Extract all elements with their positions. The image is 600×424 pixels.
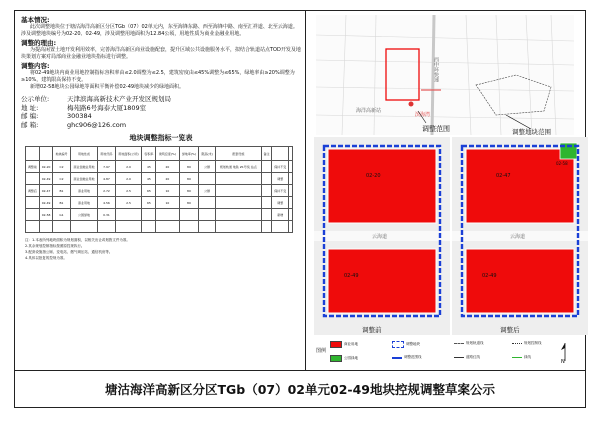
table-cell: 调整 — [272, 197, 289, 209]
table-cell: 02-49 — [39, 197, 53, 209]
map-road-label: 西中环快速 — [433, 57, 439, 82]
table-cell — [199, 209, 216, 221]
before-panel — [314, 137, 450, 335]
legend-item: 调整地块 — [406, 342, 420, 346]
legend-item: 绿线 — [524, 355, 531, 359]
before-tag-1: 02-20 — [366, 173, 381, 179]
table-cell — [39, 221, 53, 233]
table-cell — [70, 221, 98, 233]
table-body — [26, 161, 293, 233]
table-cell — [289, 185, 293, 197]
th: 用地性质 — [70, 147, 98, 161]
table-cell: 45 — [142, 173, 156, 185]
table-cell: 80 — [179, 185, 199, 197]
content-text-1: 将02-49地块内商业用地控制指标容积率由≤2.0调整为≤2.5，建筑密度由≤45%调整为≤65%，绿地率由≥20%调整为≥10%，建筑限高保持不变。 — [21, 70, 295, 83]
table-cell: 2.5 — [115, 185, 142, 197]
table-cell: 02-58 — [39, 209, 53, 221]
table-row — [26, 185, 293, 197]
table-cell: 0.31 — [98, 209, 115, 221]
legend-item: 规划控制线 — [524, 341, 542, 345]
publisher-addr-label: 地 址: — [21, 103, 39, 112]
before-block-49 — [328, 249, 436, 313]
table-cell — [199, 173, 216, 185]
table-notes — [25, 237, 301, 261]
legend-swatch-rail — [454, 343, 464, 344]
map-column — [306, 11, 586, 370]
station-marker-icon — [409, 102, 414, 107]
note-4: 4.具体以批复的控规为准。 — [25, 256, 67, 260]
table-cell: 商业金融业用地 — [70, 173, 98, 185]
publisher-zip-label: 邮 编: — [21, 112, 39, 120]
th — [272, 147, 289, 161]
table-cell — [142, 209, 156, 221]
table-cell: 4.87 — [98, 173, 115, 185]
th: 备注 — [261, 147, 271, 161]
legend-item: 道路红线 — [466, 355, 480, 359]
row-group: 调整后 — [26, 185, 40, 197]
legend-item: 公园绿地 — [344, 356, 358, 360]
table-cell: 20 — [156, 173, 179, 185]
th — [26, 147, 40, 161]
table-cell: 新增 — [272, 209, 289, 221]
row-group — [26, 221, 40, 233]
table-cell: 65 — [142, 197, 156, 209]
table-title: 地块调整指标一览表 — [129, 134, 193, 142]
table-cell — [156, 221, 179, 233]
table-cell: C2 — [53, 161, 70, 173]
table-row — [26, 173, 293, 185]
table-cell — [289, 173, 293, 185]
before-caption: 调整前 — [362, 326, 382, 334]
table-cell — [156, 209, 179, 221]
legend-label: 图例 — [316, 348, 327, 354]
table-cell: 公厕 — [199, 161, 216, 173]
table-cell — [115, 221, 142, 233]
th: 容积率 — [142, 147, 156, 161]
table-cell — [215, 209, 261, 221]
table-cell: 65 — [142, 185, 156, 197]
publisher-unit-label: 公示单位: — [21, 95, 50, 103]
legend-item: 调整范围线 — [404, 355, 422, 359]
note-1: 注：1.本表所列地块面积为规划面积，以相关出让或划拨文件为准。 — [25, 238, 130, 242]
table-row — [26, 209, 293, 221]
table-row — [26, 161, 293, 173]
page-title: 塘沽海洋高新区分区TGb（07）02单元02-49地块控规调整草案公示 — [104, 382, 495, 397]
table-cell — [261, 173, 271, 185]
table-cell — [272, 221, 289, 233]
table-cell: G1 — [53, 209, 70, 221]
table-cell — [289, 209, 293, 221]
publisher-zip: 300384 — [67, 112, 92, 120]
table-cell — [98, 221, 115, 233]
table-cell — [179, 221, 199, 233]
table-cell: 02-49 — [39, 173, 53, 185]
row-group — [26, 209, 40, 221]
legend-swatch-road — [454, 357, 464, 358]
publisher-info — [21, 95, 301, 129]
table-cell — [142, 221, 156, 233]
legend-item: 商业用地 — [344, 342, 358, 346]
th: 用地面积(公顷) — [115, 147, 142, 161]
table-cell — [199, 221, 216, 233]
row-group: 调整前 — [26, 161, 40, 173]
publisher-addr: 梅苑路6号海泰大厦1809室 — [67, 103, 147, 112]
row-group — [26, 173, 40, 185]
table-cell — [261, 197, 271, 209]
table-row — [26, 221, 293, 233]
content-heading: 调整内容: — [21, 62, 50, 70]
range-callout: 调整范围 — [422, 125, 450, 133]
basic-heading: 基本情况: — [21, 16, 50, 24]
table-cell — [289, 197, 293, 209]
publisher-mail: ghc906@126.com — [67, 120, 127, 129]
table-cell — [261, 185, 271, 197]
north-label: N — [561, 359, 565, 363]
note-2: 2.其余规划控制指标按照原控规执行。 — [25, 244, 85, 248]
table-cell: 80 — [179, 173, 199, 185]
table-cell: C2 — [53, 173, 70, 185]
title-divider — [15, 370, 585, 371]
after-panel — [452, 137, 588, 335]
table-cell: 2.72 — [98, 185, 115, 197]
table-cell: 公厕 — [199, 185, 216, 197]
indicator-table — [25, 146, 293, 233]
table-cell: 10 — [156, 185, 179, 197]
table-cell — [215, 197, 261, 209]
th: 用地代码 — [98, 147, 115, 161]
after-tag-3: 02-58 — [556, 161, 568, 166]
text-column — [21, 15, 301, 261]
table-cell: 10 — [156, 197, 179, 209]
table-cell — [215, 173, 261, 185]
before-road-label: 云海道 — [372, 234, 388, 240]
th: 限高(米) — [199, 147, 216, 161]
legend-swatch-greenline — [512, 357, 522, 358]
table-cell — [53, 221, 70, 233]
th — [39, 147, 53, 161]
table-cell: 2.0 — [115, 161, 142, 173]
legend-swatch-red — [330, 341, 342, 348]
block-callout: 调整地块范围 — [512, 128, 551, 135]
table-cell — [261, 221, 271, 233]
table-cell — [199, 197, 216, 209]
after-tag-1: 02-47 — [496, 173, 511, 179]
table-cell: 80 — [179, 197, 199, 209]
content-text-2: 新增02-58地块公园绿地等面积平衡补偿02-49地块减少的绿地面积。 — [30, 84, 185, 90]
table-row — [26, 197, 293, 209]
table-header-row — [26, 147, 293, 161]
table-cell: B1 — [53, 185, 70, 197]
legend-swatch-control — [512, 343, 522, 344]
table-cell: 4.56 — [98, 197, 115, 209]
th: 配套设施 — [215, 147, 261, 161]
legend-swatch-line — [392, 357, 402, 359]
table-cell — [289, 221, 293, 233]
legend-swatch-blue — [392, 341, 404, 348]
reason-text: 为提高闲置土地开发利用效率，完善海洋高新区商业设施配套，提升区域公共设施服务水平，拟结合轨道站点TOD开发及地块策划方案对局部商业金融业地块指标进行调整。 — [21, 47, 301, 60]
th: 地块编号 — [53, 147, 70, 161]
document-frame — [14, 10, 586, 408]
before-block-20 — [328, 149, 436, 223]
table-cell: 保持不变 — [272, 185, 289, 197]
table-cell — [115, 209, 142, 221]
map-station-label: 海洋高新站 — [356, 108, 382, 114]
table-cell: 45 — [142, 161, 156, 173]
note-3: 3.配套设施指公厕、变电站、燃气调压站、通信机房等。 — [25, 250, 113, 254]
table-cell — [261, 209, 271, 221]
th — [289, 147, 293, 161]
table-cell: 20 — [156, 161, 179, 173]
after-road-label: 云海道 — [510, 234, 526, 240]
north-arrow-icon — [558, 341, 572, 363]
table-cell: 2.0 — [115, 173, 142, 185]
table-cell — [179, 209, 199, 221]
table-cell — [215, 221, 261, 233]
publisher-mail-label: 邮 箱: — [21, 120, 39, 129]
location-map — [316, 15, 574, 135]
table-cell: 7.97 — [98, 161, 115, 173]
th: 绿地率(%) — [179, 147, 199, 161]
legend-item: 规划轨道线 — [466, 341, 484, 345]
table-cell: 商业用地 — [70, 185, 98, 197]
table-cell: 2.5 — [115, 197, 142, 209]
table-cell: 商业用地 — [70, 197, 98, 209]
after-tag-2: 02-49 — [482, 273, 497, 279]
table-cell — [215, 185, 261, 197]
table-cell: 保持不变 — [272, 161, 289, 173]
legend-swatch-green — [330, 355, 342, 362]
table-cell: 公园绿地 — [70, 209, 98, 221]
table-cell: 商业金融业用地 — [70, 161, 98, 173]
after-block-49 — [466, 249, 574, 313]
basic-text: 此次调整地块位于塘沽海洋高新区分区TGb（07）02单元内，东至海锋东路、西至海锋中路、南至汇祥道、北至云海道。涉及调整地块编号为02-20、02-49，涉及调整用地面积为12.84公顷，用地性质为商业金融业用地。 — [21, 24, 298, 37]
row-group — [26, 197, 40, 209]
table-cell: B1 — [53, 197, 70, 209]
reason-heading: 调整的理由: — [21, 39, 57, 47]
table-cell: 调整 — [272, 173, 289, 185]
table-cell: 02-20 — [39, 161, 53, 173]
after-caption: 调整后 — [500, 326, 520, 334]
table-cell: 80 — [179, 161, 199, 173]
table-cell — [261, 161, 271, 173]
table-cell: 规划轨道 地铁 Z1号线 站点 — [215, 161, 261, 173]
map-bay-label: 滨海湾 — [415, 112, 431, 118]
th: 建筑密度(%) — [156, 147, 179, 161]
before-tag-2: 02-49 — [344, 273, 359, 279]
publisher-unit: 天津滨海高新技术产业开发区规划局 — [67, 95, 171, 103]
table-cell: 02-47 — [39, 185, 53, 197]
table-cell — [289, 161, 293, 173]
